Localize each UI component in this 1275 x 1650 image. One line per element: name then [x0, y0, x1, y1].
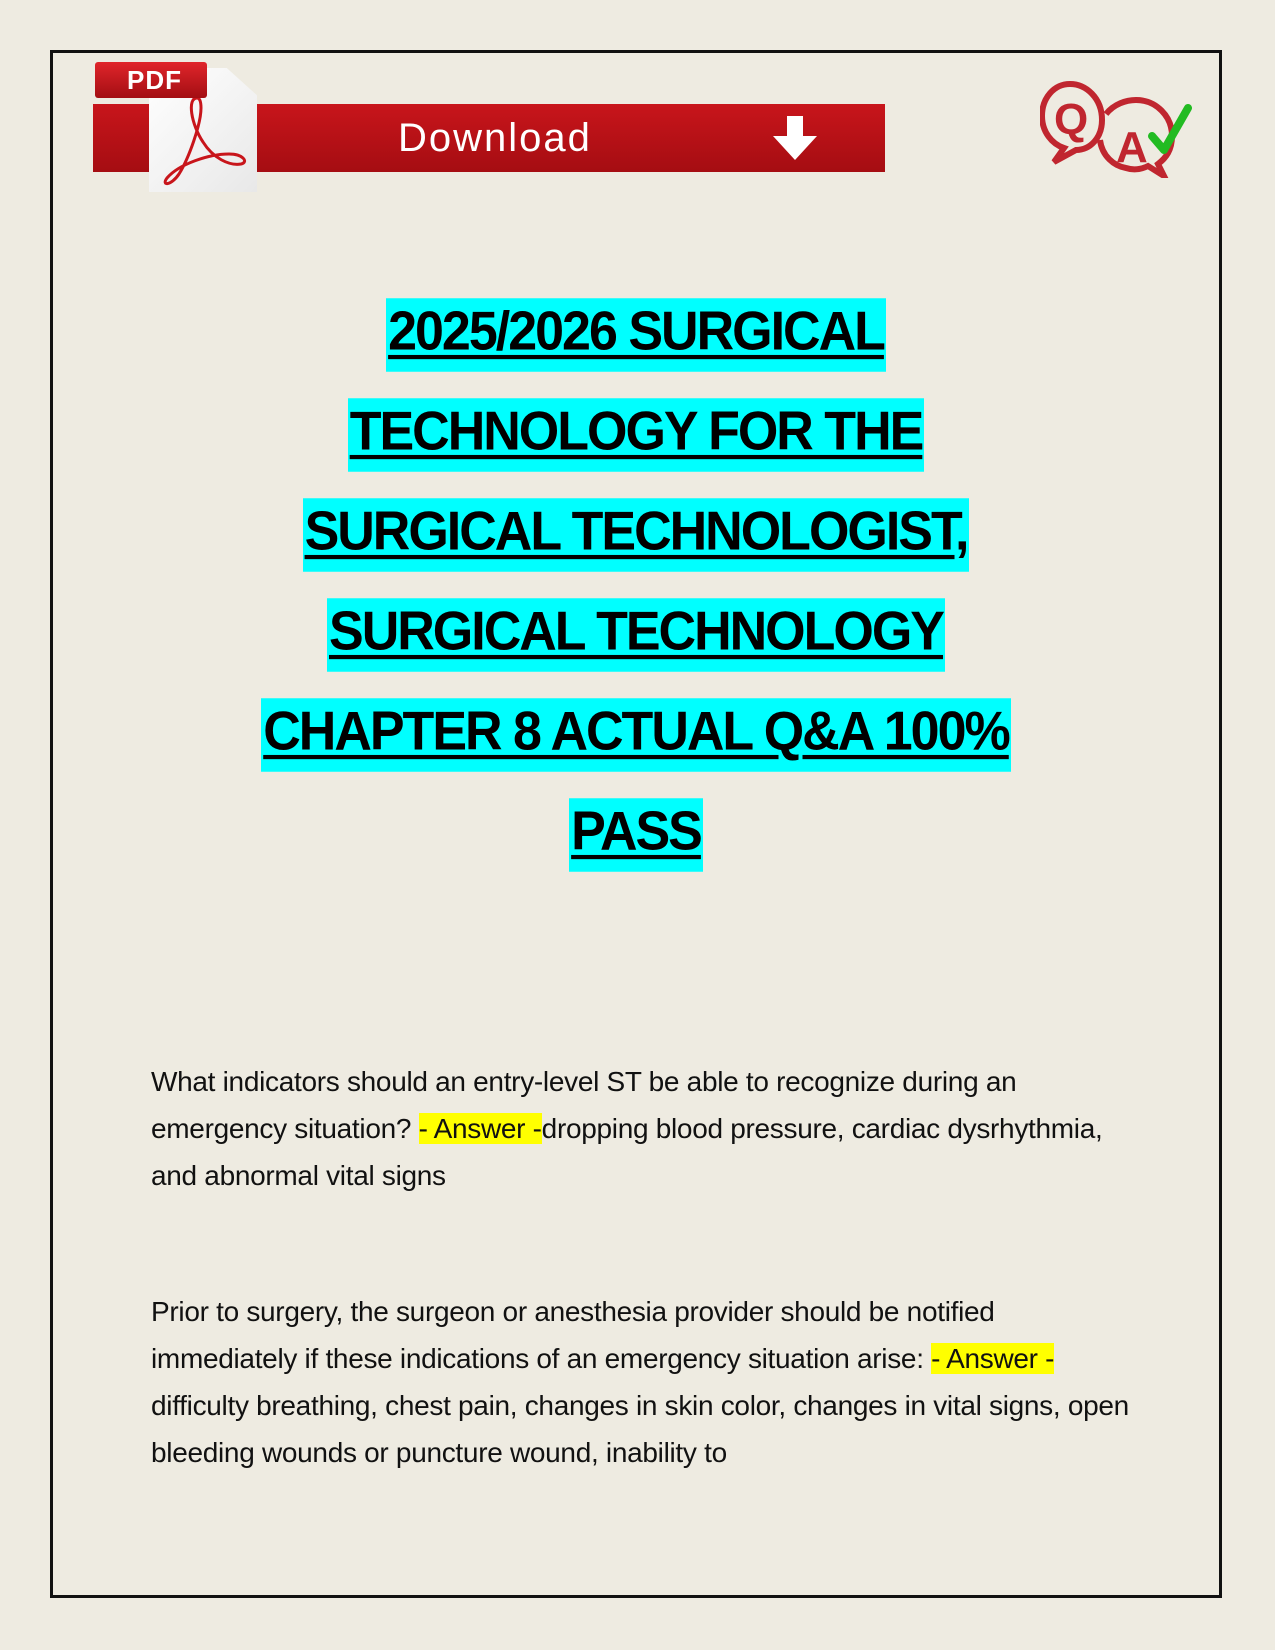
answer-text: dropping blood pressure, cardiac dysrhythmia, and abnormal vital signs — [151, 1113, 1103, 1191]
document-title — [50, 300, 1222, 900]
title-line: CHAPTER 8 ACTUAL Q&A 100% — [50, 700, 1222, 800]
answer-marker: - Answer - — [418, 1113, 542, 1144]
answer-marker: - Answer - — [931, 1343, 1055, 1374]
pdf-download-banner[interactable] — [93, 62, 885, 182]
title-line: TECHNOLOGY FOR THE — [50, 400, 1222, 500]
title-line: 2025/2026 SURGICAL — [50, 300, 1222, 400]
qa-item — [151, 1288, 1131, 1476]
title-line: SURGICAL TECHNOLOGIST, — [50, 500, 1222, 600]
download-arrow-icon — [769, 116, 821, 162]
answer-text: difficulty breathing, chest pain, changes in skin color, changes in vital signs, open bleeding wounds or puncture wound, inability to — [151, 1390, 1129, 1468]
qa-item — [151, 1058, 1131, 1199]
acrobat-logo-icon — [157, 94, 249, 186]
pdf-tab-label: PDF — [95, 62, 207, 98]
q-letter: Q — [1054, 95, 1089, 144]
question-text: What indicators should an entry-level ST be able to recognize during an emergency situation? — [151, 1066, 1017, 1144]
title-line: PASS — [50, 800, 1222, 900]
qa-check-icon — [1040, 78, 1210, 178]
title-line: SURGICAL TECHNOLOGY — [50, 600, 1222, 700]
download-label: Download — [398, 116, 592, 160]
question-text: Prior to surgery, the surgeon or anesthesia provider should be notified immediately if these indications of an emergency situation arise: — [151, 1296, 995, 1374]
a-letter: A — [1116, 123, 1148, 172]
